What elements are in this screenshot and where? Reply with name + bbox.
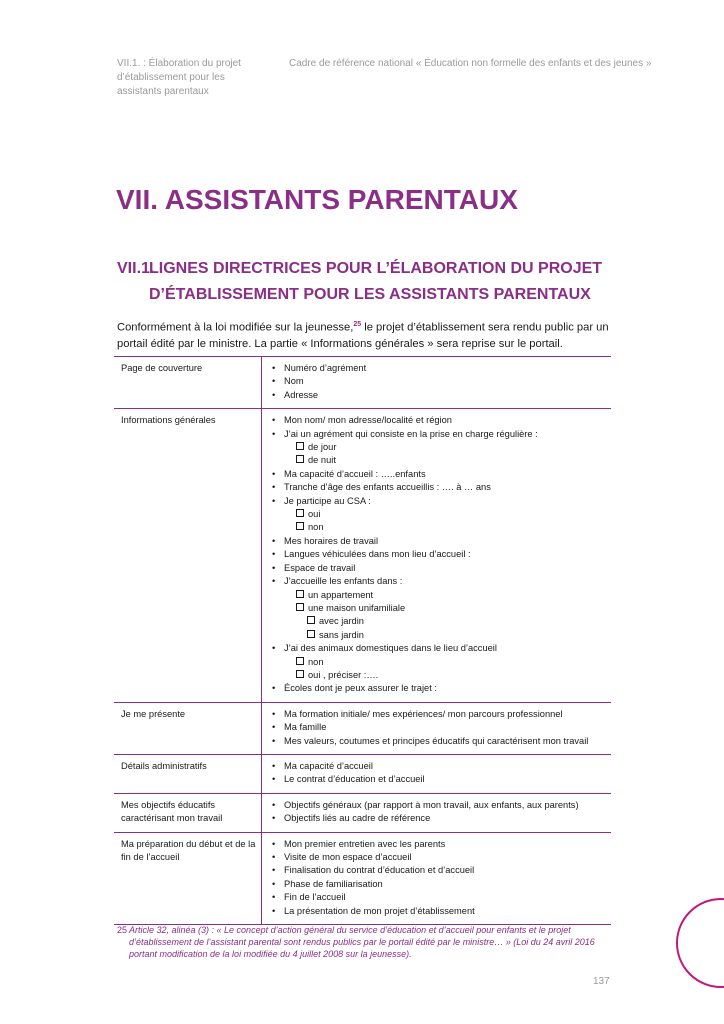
checkbox-icon[interactable] bbox=[296, 509, 304, 517]
checkbox-icon[interactable] bbox=[307, 616, 315, 624]
list-item: • Tranche d’âge des enfants accueillis : …. à … ans bbox=[272, 481, 611, 494]
table-row-admin bbox=[114, 754, 611, 793]
table-row-general bbox=[114, 409, 611, 703]
row-label: Détails administratifs bbox=[114, 754, 262, 793]
running-header-right: Cadre de référence national « Éducation non formelle des enfants et des jeunes » bbox=[289, 58, 652, 69]
list-item bbox=[272, 575, 611, 642]
bullet-list bbox=[272, 708, 611, 748]
list-item-text: Je participe au CSA : bbox=[284, 495, 371, 506]
running-header-left-line: d’établissement pour les bbox=[117, 72, 225, 83]
checkbox-label: non bbox=[308, 656, 324, 667]
checkbox-icon[interactable] bbox=[296, 442, 304, 450]
bullet-list bbox=[272, 838, 611, 918]
checkbox-option[interactable] bbox=[284, 656, 611, 669]
footnote bbox=[117, 924, 612, 960]
checkbox-option[interactable] bbox=[284, 629, 611, 642]
checkbox-option[interactable] bbox=[284, 454, 611, 467]
project-structure-table bbox=[114, 356, 611, 925]
table-row-objectives bbox=[114, 793, 611, 832]
list-item: • Espace de travail bbox=[272, 562, 611, 575]
list-item: • Ma famille bbox=[272, 721, 611, 734]
running-header-left-line: VII.1. : Élaboration du projet bbox=[117, 58, 241, 69]
checkbox-icon[interactable] bbox=[296, 590, 304, 598]
checkbox-option[interactable] bbox=[284, 508, 611, 521]
intro-text-after: le projet d’établissement sera rendu public par un portail édité par le ministre. La partie « Informations générales » sera reprise sur le portail. bbox=[117, 321, 609, 350]
list-item: • Le contrat d’éducation et d’accueil bbox=[272, 773, 611, 786]
row-label: Page de couverture bbox=[114, 357, 262, 409]
list-item bbox=[272, 642, 611, 682]
checkbox-label: non bbox=[308, 522, 324, 533]
table-row-present bbox=[114, 702, 611, 754]
list-item: • Mon premier entretien avec les parents bbox=[272, 838, 611, 851]
bullet-list bbox=[272, 414, 611, 696]
row-label: Ma préparation du début et de la fin de l’accueil bbox=[114, 832, 262, 924]
list-item: • Écoles dont je peux assurer le trajet : bbox=[272, 682, 611, 695]
checkbox-icon[interactable] bbox=[296, 657, 304, 665]
checkbox-label: un appartement bbox=[308, 589, 374, 600]
list-item: • Mes valeurs, coutumes et principes éducatifs qui caractérisent mon travail bbox=[272, 735, 611, 748]
row-content bbox=[262, 754, 612, 793]
list-item: • Phase de familiarisation bbox=[272, 878, 611, 891]
checkbox-option[interactable] bbox=[284, 441, 611, 454]
list-item: • Objectifs liés au cadre de référence bbox=[272, 812, 611, 825]
checkbox-label: sans jardin bbox=[319, 629, 364, 640]
list-item-text: J’accueille les enfants dans : bbox=[284, 576, 403, 587]
list-item: • La présentation de mon projet d’établissement bbox=[272, 905, 611, 918]
list-item-text: J’ai des animaux domestiques dans le lieu d’accueil bbox=[284, 643, 497, 654]
section-title-line2: D’ÉTABLISSEMENT POUR LES ASSISTANTS PARENTAUX bbox=[149, 286, 591, 303]
list-item: • Adresse bbox=[272, 389, 611, 402]
list-item bbox=[272, 495, 611, 535]
intro-paragraph bbox=[117, 317, 611, 352]
checkbox-label: une maison unifamiliale bbox=[308, 602, 406, 613]
checkbox-icon[interactable] bbox=[296, 455, 304, 463]
section-title bbox=[117, 256, 617, 308]
list-item: • Ma formation initiale/ mes expériences/ mon parcours professionnel bbox=[272, 708, 611, 721]
list-item: • Visite de mon espace d’accueil bbox=[272, 851, 611, 864]
list-item: • Objectifs généraux (par rapport à mon travail, aux enfants, aux parents) bbox=[272, 799, 611, 812]
bullet-list bbox=[272, 362, 611, 402]
bullet-list bbox=[272, 799, 611, 826]
list-item: • Mes horaires de travail bbox=[272, 535, 611, 548]
row-label: Je me présente bbox=[114, 702, 262, 754]
list-item: • Ma capacité d’accueil bbox=[272, 760, 611, 773]
list-item: • Ma capacité d’accueil : …..enfants bbox=[272, 468, 611, 481]
row-content bbox=[262, 702, 612, 754]
checkbox-option[interactable] bbox=[284, 602, 611, 615]
checkbox-label: oui bbox=[308, 509, 321, 520]
table-row-prep bbox=[114, 832, 611, 924]
footnote-reference[interactable]: 25 bbox=[353, 321, 362, 328]
bullet-list bbox=[272, 760, 611, 787]
checkbox-icon[interactable] bbox=[296, 603, 304, 611]
list-item: • Finalisation du contrat d’éducation et d’accueil bbox=[272, 864, 611, 877]
running-header-left bbox=[117, 57, 257, 99]
checkbox-option[interactable] bbox=[284, 589, 611, 602]
footnote-text: Article 32, alinéa (3) : « Le concept d’action général du service d’éducation et d’accueil pour enfants et le projet d’établissement de l’assistant parental sont rendus publics par le portail édité par le ministre… » (Loi du 24 avril 2016 portant modification de la loi modifiée du 4 juillet 2008 sur la jeunesse). bbox=[129, 925, 595, 959]
list-item: • Fin de l’accueil bbox=[272, 891, 611, 904]
list-item: • Nom bbox=[272, 375, 611, 388]
list-item: • Langues véhiculées dans mon lieu d’accueil : bbox=[272, 548, 611, 561]
list-item: • Numéro d’agrément bbox=[272, 362, 611, 375]
checkbox-label: avec jardin bbox=[319, 616, 364, 627]
checkbox-label: de jour bbox=[308, 442, 337, 453]
row-content bbox=[262, 357, 612, 409]
checkbox-icon[interactable] bbox=[307, 630, 315, 638]
page-number: 137 bbox=[593, 976, 610, 987]
row-label: Mes objectifs éducatifs caractérisant mon travail bbox=[114, 793, 262, 832]
list-item-text: J’ai un agrément qui consiste en la prise en charge régulière : bbox=[284, 428, 538, 439]
footnote-number: 25 bbox=[117, 925, 128, 935]
row-content bbox=[262, 793, 612, 832]
section-number: VII.1. bbox=[117, 260, 155, 277]
checkbox-icon[interactable] bbox=[296, 670, 304, 678]
row-content bbox=[262, 832, 612, 924]
table-row-cover bbox=[114, 357, 611, 409]
running-header-left-line: assistants parentaux bbox=[117, 86, 209, 97]
checkbox-option[interactable] bbox=[284, 615, 611, 628]
chapter-title: VII. ASSISTANTS PARENTAUX bbox=[116, 184, 518, 215]
section-title-line1: LIGNES DIRECTRICES POUR L’ÉLABORATION DU PROJET bbox=[149, 260, 603, 277]
checkbox-option[interactable] bbox=[284, 669, 611, 682]
checkbox-label: oui , préciser :…. bbox=[308, 669, 379, 680]
list-item bbox=[272, 428, 611, 468]
checkbox-option[interactable] bbox=[284, 521, 611, 534]
checkbox-icon[interactable] bbox=[296, 522, 304, 530]
intro-text-before: Conformément à la loi modifiée sur la jeunesse, bbox=[117, 321, 354, 334]
checkbox-label: de nuit bbox=[308, 455, 336, 466]
list-item: • Mon nom/ mon adresse/localité et région bbox=[272, 414, 611, 427]
decorative-circle bbox=[676, 898, 724, 988]
row-label: Informations générales bbox=[114, 409, 262, 703]
row-content bbox=[262, 409, 612, 703]
